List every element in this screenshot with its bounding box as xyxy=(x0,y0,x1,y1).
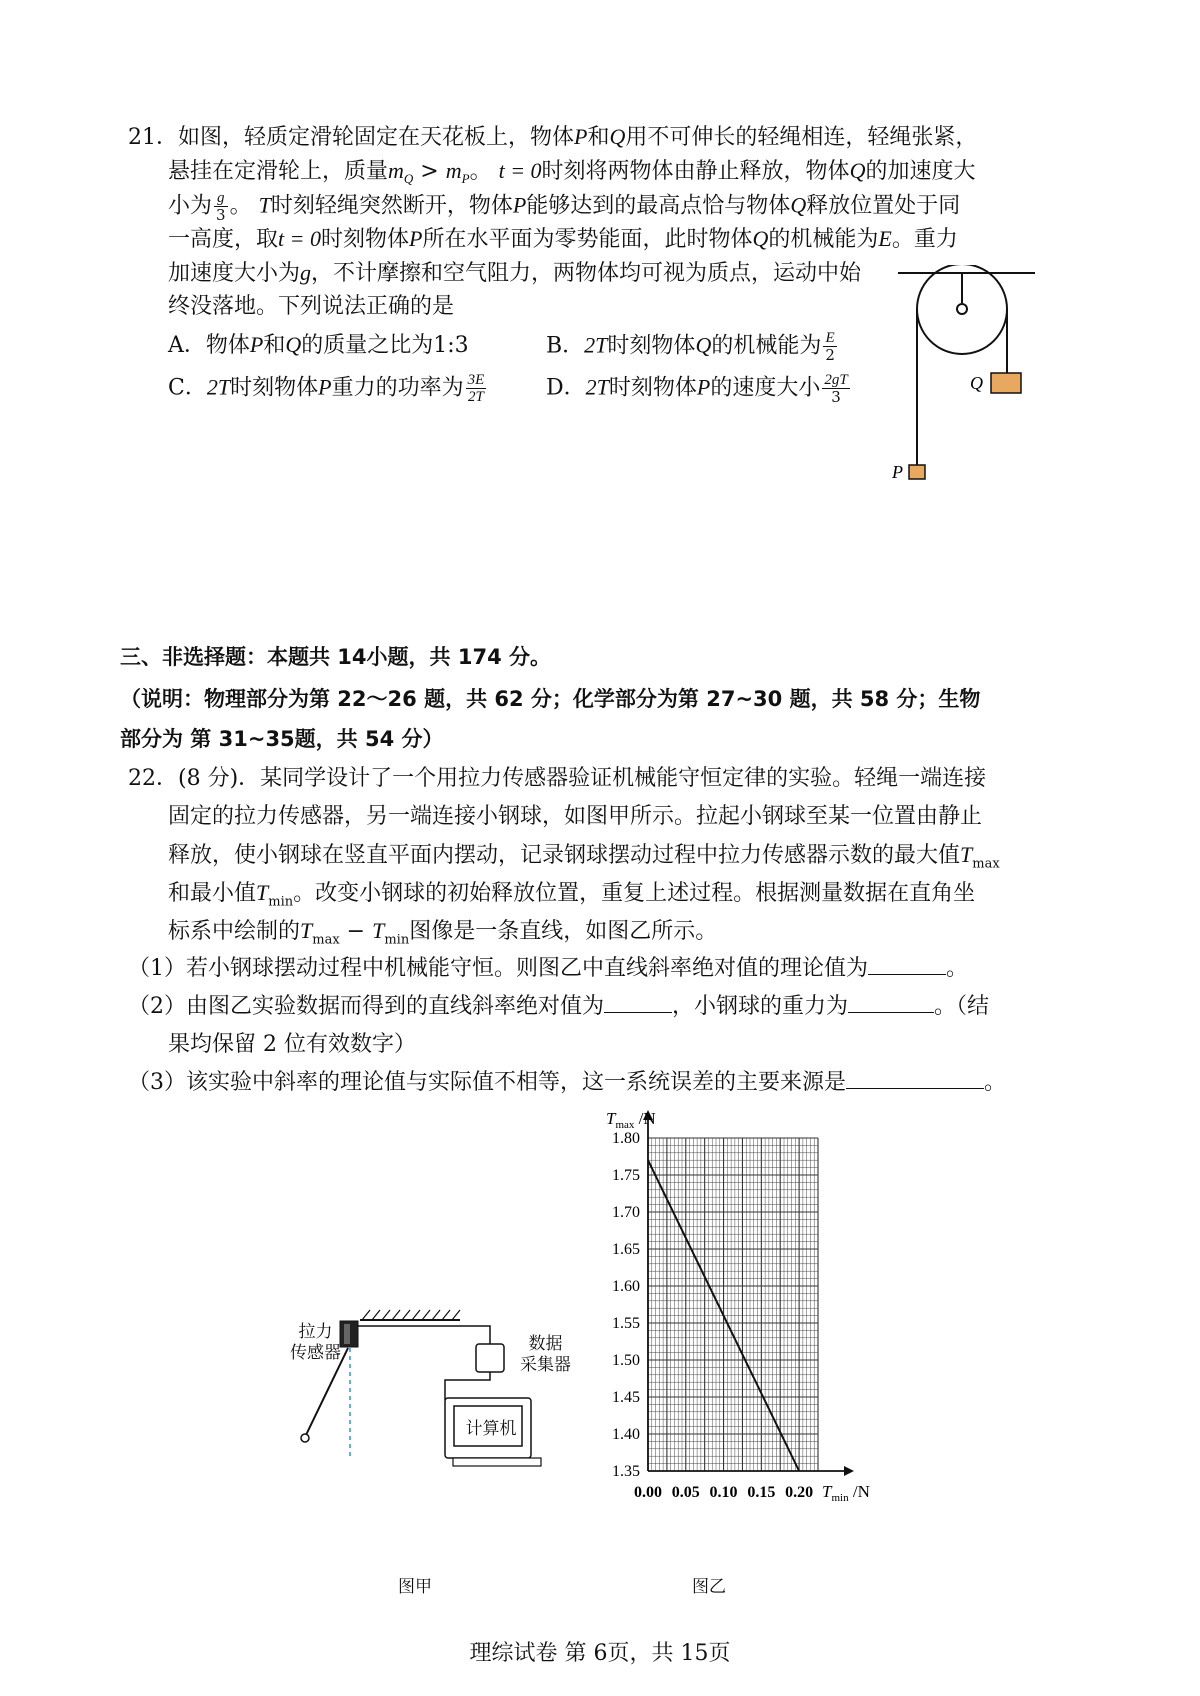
text: （2）由图乙实验数据而得到的直线斜率绝对值为 xyxy=(128,994,604,1019)
text: 的速度大小 xyxy=(710,375,821,401)
q22-part-2 xyxy=(128,992,989,1022)
chart-axis-labels xyxy=(606,1109,870,1504)
y-axis-label: $T_{max}$ /N xyxy=(606,1109,656,1131)
figure-yi-caption: 图乙 xyxy=(692,1577,726,1597)
label-q: Q xyxy=(970,373,983,393)
y-tick-label: 1.60 xyxy=(612,1278,640,1295)
text: 如图，轻质定滑轮固定在天花板上，物体 xyxy=(178,125,575,150)
text: 。改变小钢球的初始释放位置，重复上述过程。根据测量数据在直角坐 xyxy=(293,881,976,906)
x-axis-arrow xyxy=(844,1466,854,1476)
text: B． xyxy=(546,333,585,359)
tension-sensor-shade xyxy=(344,1324,350,1344)
text: 的机械能为 xyxy=(711,333,822,359)
x-tick-label: 0.15 xyxy=(747,1484,776,1501)
text: (8 分)．某同学设计了一个用拉力传感器验证机械能守恒定律的实验。轻绳一端连接 xyxy=(178,766,987,791)
text: 时刻物体 xyxy=(607,333,696,359)
q21-option-d[interactable] xyxy=(546,372,852,405)
question-number: 21． xyxy=(128,125,178,150)
text: 。 xyxy=(229,193,252,219)
y-tick-label: 1.75 xyxy=(612,1167,640,1184)
symbol: P xyxy=(512,192,527,218)
subscript: max xyxy=(312,932,340,948)
text: 。重力 xyxy=(891,227,958,252)
page-footer: 理综试卷 第 6页，共 15页 xyxy=(469,1641,731,1666)
chart-grid xyxy=(648,1138,818,1471)
text: 时刻将两物体由静止释放，物体 xyxy=(541,159,850,184)
symbol: T xyxy=(300,918,313,943)
symbol: P xyxy=(696,374,711,400)
text: C． xyxy=(168,375,207,401)
wire-sensor-collector xyxy=(358,1326,490,1344)
text: 。 xyxy=(946,956,969,981)
fraction-2gt-over-3: $\frac{2gT}{3}$ xyxy=(824,372,848,406)
y-tick-label: 1.80 xyxy=(612,1130,640,1147)
q22-line-4 xyxy=(168,878,975,917)
text: 所在水平面为零势能面，此时物体 xyxy=(422,227,753,252)
y-tick-label: 1.45 xyxy=(612,1389,640,1406)
y-tick-label: 1.70 xyxy=(612,1204,640,1221)
symbol: E xyxy=(878,226,892,251)
symbol: 2T xyxy=(585,374,609,400)
text: 时刻物体 xyxy=(320,227,409,252)
symbol: T xyxy=(372,918,385,943)
text: 的质量之比为1:3 xyxy=(301,333,469,358)
text: 释放，使小钢球在竖直平面内摆动，记录钢球摆动过程中拉力传感器示数的最大值 xyxy=(168,843,961,868)
q22-part-2-cont: 果均保留 2 位有效数字） xyxy=(168,1032,416,1057)
q22-line-3 xyxy=(168,840,1000,879)
text: 一高度，取 xyxy=(168,227,279,252)
collector-label xyxy=(520,1334,571,1376)
section-3-note-2: 部分为 第 31~35题，共 54 分） xyxy=(120,727,444,751)
q22-line-5 xyxy=(168,916,717,955)
y-tick-label: 1.55 xyxy=(612,1315,640,1332)
ceiling-hatch xyxy=(362,1310,460,1320)
symbol: P xyxy=(249,332,264,357)
apparatus-figure xyxy=(300,1300,620,1560)
text: 图像是一条直线，如图乙所示。 xyxy=(409,919,718,944)
text: ，不计摩擦和空气阻力，两物体均可视为质点，运动中始 xyxy=(311,261,862,286)
text: 加速度大小为 xyxy=(168,261,301,286)
fraction-e-over-2: $\frac{E}{2}$ xyxy=(825,330,835,364)
section-3-title: 三、非选择题：本题共 14小题，共 174 分。 xyxy=(120,645,551,669)
text: 。 xyxy=(469,159,492,184)
q21-option-c[interactable] xyxy=(168,372,488,405)
block-p xyxy=(909,465,925,479)
answer-blank-1[interactable] xyxy=(868,954,946,975)
text: 时刻轻绳突然断开，物体 xyxy=(270,193,513,219)
computer-keyboard xyxy=(453,1458,541,1466)
q22-line-1 xyxy=(128,764,986,794)
x-tick-label: 0.10 xyxy=(709,1484,738,1501)
y-tick-label: 1.50 xyxy=(612,1352,640,1369)
text: 和 xyxy=(587,125,610,150)
text: 采集器 xyxy=(520,1355,571,1375)
text: 传感器 xyxy=(290,1343,341,1363)
symbol: Q xyxy=(285,332,302,357)
symbol: m xyxy=(445,158,462,183)
subscript: min xyxy=(268,894,294,910)
y-tick-label: 1.65 xyxy=(612,1241,640,1258)
text: 释放位置处于同 xyxy=(806,193,961,219)
text: 和 xyxy=(263,333,286,358)
answer-blank-2[interactable] xyxy=(604,992,672,1013)
text: （1）若小钢球摆动过程中机械能守恒。则图乙中直线斜率绝对值的理论值为 xyxy=(128,956,868,981)
symbol: 2T xyxy=(206,374,231,400)
pulley-figure xyxy=(890,265,1040,525)
symbol: Q xyxy=(849,158,866,183)
block-q xyxy=(991,373,1021,393)
symbol: T xyxy=(960,842,973,867)
section-3-note-1: （说明：物理部分为第 22～26 题，共 62 分；化学部分为第 27~30 题，共 58 分；生物 xyxy=(120,687,981,711)
q21-line-4 xyxy=(168,224,958,255)
q21-option-a[interactable] xyxy=(168,330,469,361)
text: 拉力 xyxy=(298,1322,333,1342)
y-tick-label: 1.40 xyxy=(612,1426,640,1443)
answer-blank-3[interactable] xyxy=(848,992,934,1013)
q22-part-3 xyxy=(128,1068,1006,1098)
symbol: Q xyxy=(790,192,807,218)
text: 用不可伸长的轻绳相连，轻绳张紧， xyxy=(625,125,978,150)
symbol: 2T xyxy=(584,332,608,358)
text: > xyxy=(413,159,446,184)
text: 重力的功率为 xyxy=(331,375,464,401)
text: 小为 xyxy=(168,193,213,219)
fraction-g-over-3: $\frac{g}{3}$ xyxy=(216,190,226,224)
q21-line-6 xyxy=(168,292,454,322)
q22-part-1 xyxy=(128,954,968,984)
text: − xyxy=(339,919,373,944)
symbol: Q xyxy=(695,332,712,358)
x-tick-label: 0.20 xyxy=(785,1484,814,1501)
fraction-3e-over-2t: $\frac{3E}{2T}$ xyxy=(467,372,485,405)
y-tick-label: 1.35 xyxy=(612,1463,640,1480)
text: A．物体 xyxy=(168,333,250,358)
symbol: Q xyxy=(752,226,769,251)
symbol: Q xyxy=(609,124,626,149)
symbol: g xyxy=(300,260,312,285)
subscript: max xyxy=(972,856,1000,872)
symbol: m xyxy=(388,158,404,183)
symbol: t = 0 xyxy=(498,158,542,183)
text: 终没落地。下列说法正确的是 xyxy=(168,294,455,319)
symbol: P xyxy=(574,124,588,149)
q22-line-2: 固定的拉力传感器，另一端连接小钢球，如图甲所示。拉起小钢球至某一位置由静止 xyxy=(168,804,983,829)
x-tick-label: 0.05 xyxy=(671,1484,700,1501)
text: 悬挂在定滑轮上，质量 xyxy=(168,159,389,184)
text: D． xyxy=(546,375,586,401)
text: 和最小值 xyxy=(168,881,257,906)
symbol: T xyxy=(258,192,271,218)
symbol: Q xyxy=(403,171,414,187)
text: 的加速度大 xyxy=(865,159,976,184)
text: 标系中绘制的 xyxy=(168,919,301,944)
x-axis-label: $T_{min}$ /N xyxy=(822,1482,870,1504)
text: 时刻物体 xyxy=(230,375,319,401)
tmax-tmin-chart xyxy=(590,1100,890,1560)
q21-option-b[interactable] xyxy=(546,330,839,363)
text: 。（结 xyxy=(934,994,990,1019)
subscript: min xyxy=(384,932,410,948)
symbol: P xyxy=(461,171,470,187)
answer-blank-4[interactable] xyxy=(846,1068,984,1089)
q21-line-1 xyxy=(128,122,977,153)
x-tick-label: 0.00 xyxy=(634,1484,662,1501)
computer-label: 计算机 xyxy=(465,1419,517,1439)
q21-line-5 xyxy=(168,258,861,289)
symbol: P xyxy=(409,226,423,251)
text: （3）该实验中斜率的理论值与实际值不相等，这一系统误差的主要来源是 xyxy=(128,1070,846,1095)
q21-line-3 xyxy=(168,190,960,223)
pulley-axle xyxy=(957,304,967,314)
text: 的机械能为 xyxy=(768,227,879,252)
text: 。 xyxy=(984,1070,1007,1095)
symbol: P xyxy=(318,374,332,400)
label-p: P xyxy=(892,462,903,482)
text: 时刻物体 xyxy=(608,375,697,401)
steel-ball xyxy=(301,1434,309,1442)
question-number: 22． xyxy=(128,766,178,791)
text: 数据 xyxy=(528,1334,563,1354)
symbol: t = 0 xyxy=(278,226,321,251)
data-collector-box xyxy=(476,1344,504,1372)
sensor-label xyxy=(290,1322,341,1364)
symbol: T xyxy=(256,880,269,905)
text: 能够达到的最高点恰与物体 xyxy=(526,193,791,219)
wire-collector-computer xyxy=(445,1372,490,1400)
text: ，小钢球的重力为 xyxy=(672,994,849,1019)
figure-jia-caption: 图甲 xyxy=(398,1577,432,1597)
